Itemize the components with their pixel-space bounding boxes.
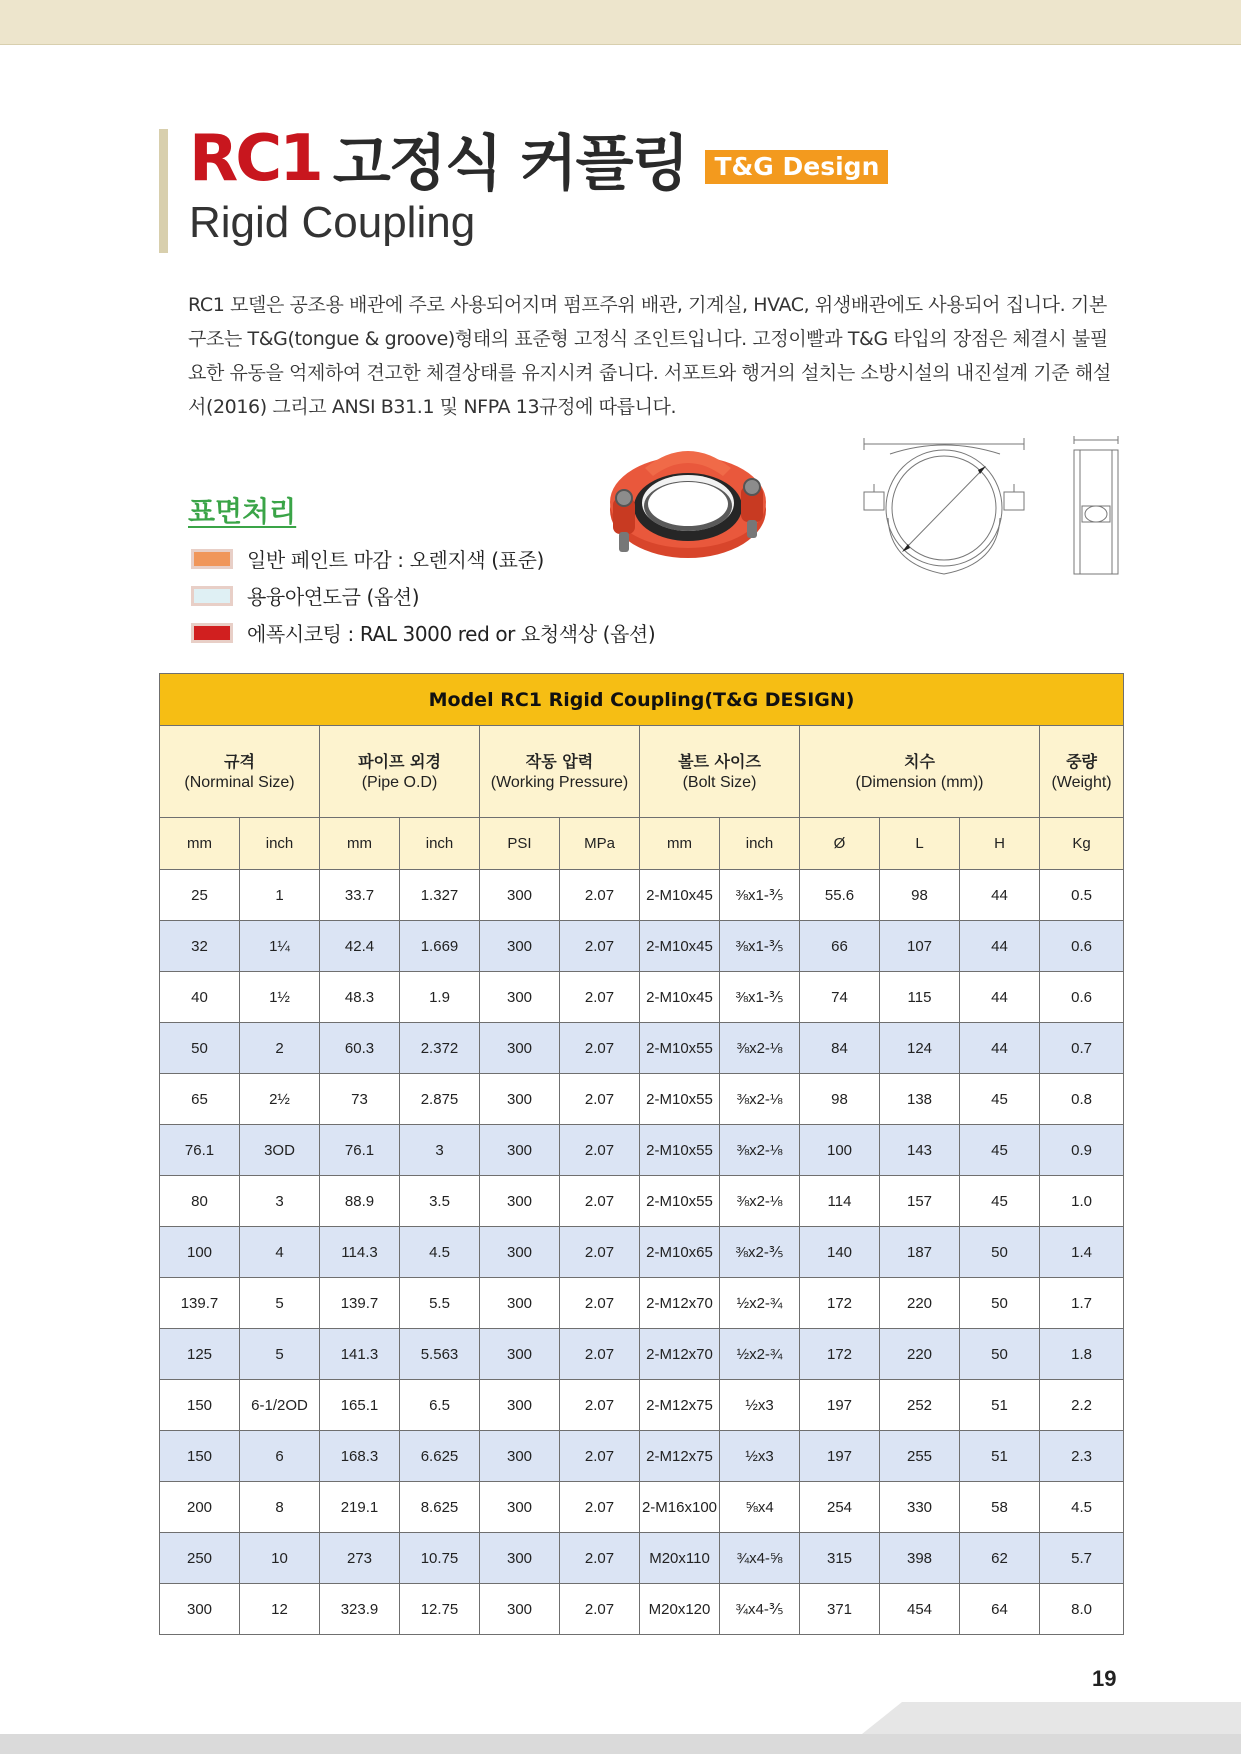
page-subtitle: Rigid Coupling bbox=[189, 198, 476, 247]
table-cell: 300 bbox=[480, 1533, 560, 1584]
table-cell: 2-M12x70 bbox=[640, 1329, 720, 1380]
table-cell: 139.7 bbox=[160, 1278, 240, 1329]
table-cell: 6 bbox=[240, 1431, 320, 1482]
table-cell: 6.5 bbox=[400, 1380, 480, 1431]
table-cell: 51 bbox=[960, 1380, 1040, 1431]
finish-item-galvanized bbox=[191, 577, 655, 614]
title-korean: 고정식 커플링 bbox=[332, 129, 688, 199]
table-cell: 150 bbox=[160, 1380, 240, 1431]
table-cell: 114.3 bbox=[320, 1227, 400, 1278]
table-cell: 454 bbox=[880, 1584, 960, 1635]
table-cell: M20x110 bbox=[640, 1533, 720, 1584]
table-cell: 252 bbox=[880, 1380, 960, 1431]
table-cell: 2.07 bbox=[560, 1584, 640, 1635]
table-cell: ⅜x1-⅗ bbox=[720, 972, 800, 1023]
table-cell: 300 bbox=[480, 1584, 560, 1635]
column-group-dimension bbox=[800, 726, 1040, 818]
table-cell: 255 bbox=[880, 1431, 960, 1482]
table-cell: 8 bbox=[240, 1482, 320, 1533]
group-label-ko: 작동 압력 bbox=[525, 751, 594, 771]
unit-header-row bbox=[160, 818, 1124, 870]
unit-header-cell: L bbox=[880, 818, 960, 870]
table-cell: 32 bbox=[160, 921, 240, 972]
column-group-working-pressure bbox=[480, 726, 640, 818]
table-cell: 0.6 bbox=[1040, 921, 1124, 972]
table-cell: 219.1 bbox=[320, 1482, 400, 1533]
unit-header-cell: inch bbox=[720, 818, 800, 870]
column-group-weight bbox=[1040, 726, 1124, 818]
unit-header-cell: MPa bbox=[560, 818, 640, 870]
orange-swatch-icon bbox=[191, 549, 233, 569]
finish-label: 에폭시코팅 : RAL 3000 red or 요청색상 (옵션) bbox=[247, 622, 656, 646]
group-label-ko: 치수 bbox=[904, 751, 935, 771]
table-cell: 0.5 bbox=[1040, 870, 1124, 921]
table-cell: 1.9 bbox=[400, 972, 480, 1023]
table-cell: 2-M10x45 bbox=[640, 870, 720, 921]
table-cell: 8.0 bbox=[1040, 1584, 1124, 1635]
table-cell: 2.3 bbox=[1040, 1431, 1124, 1482]
unit-header-cell: Ø bbox=[800, 818, 880, 870]
table-cell: 125 bbox=[160, 1329, 240, 1380]
table-cell: 220 bbox=[880, 1278, 960, 1329]
table-cell: 2.07 bbox=[560, 1125, 640, 1176]
table-cell: 50 bbox=[960, 1329, 1040, 1380]
table-cell: 168.3 bbox=[320, 1431, 400, 1482]
table-row bbox=[160, 1176, 1124, 1227]
table-cell: 0.7 bbox=[1040, 1023, 1124, 1074]
table-cell: 300 bbox=[480, 1125, 560, 1176]
table-cell: 42.4 bbox=[320, 921, 400, 972]
unit-header-cell: mm bbox=[160, 818, 240, 870]
unit-header-cell: mm bbox=[320, 818, 400, 870]
table-cell: 2.2 bbox=[1040, 1380, 1124, 1431]
table-cell: 100 bbox=[800, 1125, 880, 1176]
table-cell: 172 bbox=[800, 1329, 880, 1380]
table-cell: 2.07 bbox=[560, 1074, 640, 1125]
table-cell: 2.07 bbox=[560, 1227, 640, 1278]
group-label-ko: 중량 bbox=[1066, 751, 1097, 771]
table-cell: 2.372 bbox=[400, 1023, 480, 1074]
table-cell: 2.07 bbox=[560, 870, 640, 921]
table-cell: 45 bbox=[960, 1074, 1040, 1125]
table-cell: 140 bbox=[800, 1227, 880, 1278]
table-cell: 45 bbox=[960, 1176, 1040, 1227]
table-cell: 300 bbox=[480, 870, 560, 921]
table-cell: 76.1 bbox=[320, 1125, 400, 1176]
finish-label: 일반 페인트 마감 : 오렌지색 (표준) bbox=[247, 548, 544, 572]
table-cell: 107 bbox=[880, 921, 960, 972]
table-row bbox=[160, 1533, 1124, 1584]
table-cell: 5 bbox=[240, 1329, 320, 1380]
table-cell: 45 bbox=[960, 1125, 1040, 1176]
group-label-en: (Bolt Size) bbox=[682, 773, 757, 791]
table-cell: 315 bbox=[800, 1533, 880, 1584]
table-cell: M20x120 bbox=[640, 1584, 720, 1635]
table-cell: ¾x4-⅗ bbox=[720, 1584, 800, 1635]
table-row bbox=[160, 1125, 1124, 1176]
coupling-photo-icon bbox=[605, 440, 775, 565]
table-cell: 1.4 bbox=[1040, 1227, 1124, 1278]
table-cell: ⅜x1-⅗ bbox=[720, 870, 800, 921]
table-cell: 44 bbox=[960, 972, 1040, 1023]
table-cell: 2.07 bbox=[560, 1329, 640, 1380]
table-cell: 2-M12x70 bbox=[640, 1278, 720, 1329]
page-number: 19 bbox=[1092, 1666, 1117, 1691]
unit-header-cell: inch bbox=[240, 818, 320, 870]
group-label-en: (Dimension (mm)) bbox=[855, 773, 984, 791]
table-cell: 200 bbox=[160, 1482, 240, 1533]
table-cell: ⅜x2-⅛ bbox=[720, 1125, 800, 1176]
table-row bbox=[160, 1482, 1124, 1533]
group-label-en: (Norminal Size) bbox=[184, 773, 295, 791]
table-row bbox=[160, 1584, 1124, 1635]
table-cell: 5.7 bbox=[1040, 1533, 1124, 1584]
table-cell: 44 bbox=[960, 921, 1040, 972]
table-cell: 1.327 bbox=[400, 870, 480, 921]
table-cell: ½x3 bbox=[720, 1380, 800, 1431]
table-cell: ½x3 bbox=[720, 1431, 800, 1482]
column-group-nominal-size bbox=[160, 726, 320, 818]
group-label-en: (Pipe O.D) bbox=[361, 773, 438, 791]
table-cell: ⅜x1-⅗ bbox=[720, 921, 800, 972]
table-cell: 66 bbox=[800, 921, 880, 972]
table-cell: 1.0 bbox=[1040, 1176, 1124, 1227]
table-cell: 300 bbox=[480, 1380, 560, 1431]
table-cell: 300 bbox=[480, 1176, 560, 1227]
table-cell: 10.75 bbox=[400, 1533, 480, 1584]
table-cell: 197 bbox=[800, 1431, 880, 1482]
table-cell: 2-M10x55 bbox=[640, 1074, 720, 1125]
table-cell: 0.9 bbox=[1040, 1125, 1124, 1176]
table-cell: 2.07 bbox=[560, 1380, 640, 1431]
table-row bbox=[160, 1227, 1124, 1278]
table-cell: 76.1 bbox=[160, 1125, 240, 1176]
table-row bbox=[160, 1380, 1124, 1431]
table-cell: 2-M16x100 bbox=[640, 1482, 720, 1533]
unit-header-cell: mm bbox=[640, 818, 720, 870]
table-cell: 50 bbox=[160, 1023, 240, 1074]
title-accent-bar bbox=[159, 129, 168, 253]
finish-label: 용융아연도금 (옵션) bbox=[247, 585, 420, 609]
unit-header-cell: PSI bbox=[480, 818, 560, 870]
table-cell: 25 bbox=[160, 870, 240, 921]
table-row bbox=[160, 870, 1124, 921]
table-cell: 100 bbox=[160, 1227, 240, 1278]
table-cell: 138 bbox=[880, 1074, 960, 1125]
table-cell: 0.6 bbox=[1040, 972, 1124, 1023]
galvanized-swatch-icon bbox=[191, 586, 233, 606]
table-cell: 5 bbox=[240, 1278, 320, 1329]
table-cell: 2.07 bbox=[560, 1176, 640, 1227]
table-cell: 12 bbox=[240, 1584, 320, 1635]
table-cell: 48.3 bbox=[320, 972, 400, 1023]
table-cell: 300 bbox=[480, 1074, 560, 1125]
table-cell: 165.1 bbox=[320, 1380, 400, 1431]
table-body bbox=[160, 870, 1124, 1635]
table-row bbox=[160, 921, 1124, 972]
column-group-bolt-size bbox=[640, 726, 800, 818]
table-cell: 2.07 bbox=[560, 1023, 640, 1074]
table-cell: 300 bbox=[480, 1482, 560, 1533]
table-cell: 300 bbox=[480, 921, 560, 972]
table-cell: 4.5 bbox=[1040, 1482, 1124, 1533]
table-cell: 6.625 bbox=[400, 1431, 480, 1482]
table-cell: 1¼ bbox=[240, 921, 320, 972]
table-cell: 143 bbox=[880, 1125, 960, 1176]
table-cell: 3 bbox=[400, 1125, 480, 1176]
table-cell: 115 bbox=[880, 972, 960, 1023]
table-cell: 65 bbox=[160, 1074, 240, 1125]
group-label-en: (Working Pressure) bbox=[490, 773, 629, 791]
table-row bbox=[160, 1329, 1124, 1380]
table-cell: 33.7 bbox=[320, 870, 400, 921]
table-cell: 88.9 bbox=[320, 1176, 400, 1227]
table-cell: 74 bbox=[800, 972, 880, 1023]
group-label-ko: 규격 bbox=[224, 751, 255, 771]
table-cell: 60.3 bbox=[320, 1023, 400, 1074]
table-cell: 2.07 bbox=[560, 972, 640, 1023]
table-cell: ⅜x2-⅛ bbox=[720, 1176, 800, 1227]
table-cell: 44 bbox=[960, 1023, 1040, 1074]
table-cell: 1.669 bbox=[400, 921, 480, 972]
table-cell: 141.3 bbox=[320, 1329, 400, 1380]
table-cell: 98 bbox=[880, 870, 960, 921]
table-cell: 80 bbox=[160, 1176, 240, 1227]
table-cell: 2-M10x45 bbox=[640, 972, 720, 1023]
table-cell: 2.07 bbox=[560, 1278, 640, 1329]
table-cell: 2-M10x45 bbox=[640, 921, 720, 972]
table-cell: 2-M12x75 bbox=[640, 1431, 720, 1482]
table-row bbox=[160, 1074, 1124, 1125]
table-row bbox=[160, 1431, 1124, 1482]
specification-table bbox=[159, 673, 1124, 1635]
table-cell: 254 bbox=[800, 1482, 880, 1533]
table-cell: 187 bbox=[880, 1227, 960, 1278]
table-cell: 172 bbox=[800, 1278, 880, 1329]
table-cell: ⅜x2-⅛ bbox=[720, 1023, 800, 1074]
top-band bbox=[0, 0, 1241, 45]
table-cell: 220 bbox=[880, 1329, 960, 1380]
table-cell: ¾x4-⅝ bbox=[720, 1533, 800, 1584]
table-cell: 2.07 bbox=[560, 921, 640, 972]
title-model: RC1 bbox=[189, 122, 321, 196]
product-description: RC1 모델은 공조용 배관에 주로 사용되어지며 펌프주위 배관, 기계실, HVAC, 위생배관에도 사용되어 집니다. 기본 구조는 T&G(tongue & groove)형태의 표준형 고정식 조인트입니다. 고정이빨과 T&G 타입의 장점은 체결시 불필요한 유동을 억제하여 견고한 체결상태를 유지시켜 줍니다. 서포트와 행거의 설치는 소방시설의 내진설계 기준 해설서(2016) 그리고 ANSI B31.1 및 NFPA 13규정에 따릅니다. bbox=[188, 294, 1111, 418]
table-cell: 51 bbox=[960, 1431, 1040, 1482]
design-tag-badge: T&G Design bbox=[705, 150, 888, 184]
table-cell: 3OD bbox=[240, 1125, 320, 1176]
page-title bbox=[189, 122, 888, 199]
table-cell: ½x2-¾ bbox=[720, 1329, 800, 1380]
table-cell: 114 bbox=[800, 1176, 880, 1227]
table-cell: 2.07 bbox=[560, 1431, 640, 1482]
table-cell: 62 bbox=[960, 1533, 1040, 1584]
table-cell: 1.8 bbox=[1040, 1329, 1124, 1380]
table-cell: 124 bbox=[880, 1023, 960, 1074]
table-cell: 58 bbox=[960, 1482, 1040, 1533]
table-cell: 6-1/2OD bbox=[240, 1380, 320, 1431]
unit-header-cell: Kg bbox=[1040, 818, 1124, 870]
table-cell: 323.9 bbox=[320, 1584, 400, 1635]
table-cell: 2-M12x75 bbox=[640, 1380, 720, 1431]
table-cell: ½x2-¾ bbox=[720, 1278, 800, 1329]
red-swatch-icon bbox=[191, 623, 233, 643]
surface-finish-title: 표면처리 bbox=[188, 495, 297, 528]
table-cell: 157 bbox=[880, 1176, 960, 1227]
table-cell: 330 bbox=[880, 1482, 960, 1533]
unit-header-cell: H bbox=[960, 818, 1040, 870]
table-cell: 3 bbox=[240, 1176, 320, 1227]
table-cell: 398 bbox=[880, 1533, 960, 1584]
table-cell: 50 bbox=[960, 1278, 1040, 1329]
table-cell: 2-M10x55 bbox=[640, 1023, 720, 1074]
table-row bbox=[160, 1278, 1124, 1329]
table-row bbox=[160, 1023, 1124, 1074]
table-cell: 250 bbox=[160, 1533, 240, 1584]
table-cell: 139.7 bbox=[320, 1278, 400, 1329]
finish-item-orange bbox=[191, 540, 655, 577]
table-cell: ⅜x2-⅛ bbox=[720, 1074, 800, 1125]
group-label-ko: 볼트 사이즈 bbox=[678, 751, 761, 771]
table-cell: 273 bbox=[320, 1533, 400, 1584]
table-row bbox=[160, 972, 1124, 1023]
table-cell: 300 bbox=[480, 1431, 560, 1482]
table-cell: 2.875 bbox=[400, 1074, 480, 1125]
table-cell: 3.5 bbox=[400, 1176, 480, 1227]
table-cell: 5.5 bbox=[400, 1278, 480, 1329]
table-caption: Model RC1 Rigid Coupling(T&G DESIGN) bbox=[160, 674, 1124, 726]
table-cell: 8.625 bbox=[400, 1482, 480, 1533]
dimension-drawing-icon bbox=[860, 434, 1122, 584]
table-cell: ⅝x4 bbox=[720, 1482, 800, 1533]
unit-header-cell: inch bbox=[400, 818, 480, 870]
table-cell: 55.6 bbox=[800, 870, 880, 921]
table-cell: 64 bbox=[960, 1584, 1040, 1635]
table-cell: 2.07 bbox=[560, 1482, 640, 1533]
table-cell: 371 bbox=[800, 1584, 880, 1635]
table-cell: 5.563 bbox=[400, 1329, 480, 1380]
table-cell: 10 bbox=[240, 1533, 320, 1584]
table-cell: 84 bbox=[800, 1023, 880, 1074]
table-cell: 98 bbox=[800, 1074, 880, 1125]
group-label-en: (Weight) bbox=[1051, 773, 1112, 791]
table-cell: 150 bbox=[160, 1431, 240, 1482]
table-cell: 300 bbox=[480, 1227, 560, 1278]
table-cell: 1.7 bbox=[1040, 1278, 1124, 1329]
table-cell: 2 bbox=[240, 1023, 320, 1074]
surface-finish-list bbox=[191, 540, 655, 651]
table-cell: 4.5 bbox=[400, 1227, 480, 1278]
finish-item-epoxy bbox=[191, 614, 655, 651]
table-cell: 44 bbox=[960, 870, 1040, 921]
table-cell: 50 bbox=[960, 1227, 1040, 1278]
table-cell: 1½ bbox=[240, 972, 320, 1023]
table-cell: 197 bbox=[800, 1380, 880, 1431]
table-cell: ⅜x2-⅗ bbox=[720, 1227, 800, 1278]
table-cell: 2-M10x55 bbox=[640, 1125, 720, 1176]
table-cell: 40 bbox=[160, 972, 240, 1023]
table-cell: 300 bbox=[480, 972, 560, 1023]
table-cell: 300 bbox=[480, 1329, 560, 1380]
group-label-ko: 파이프 외경 bbox=[358, 751, 441, 771]
table-cell: 73 bbox=[320, 1074, 400, 1125]
table-cell: 4 bbox=[240, 1227, 320, 1278]
table-cell: 300 bbox=[480, 1278, 560, 1329]
table-cell: 2.07 bbox=[560, 1533, 640, 1584]
table-cell: 300 bbox=[480, 1023, 560, 1074]
column-group-pipe-od bbox=[320, 726, 480, 818]
footer-band bbox=[0, 1702, 1241, 1754]
table-cell: 2-M10x65 bbox=[640, 1227, 720, 1278]
table-cell: 300 bbox=[160, 1584, 240, 1635]
table-cell: 2-M10x55 bbox=[640, 1176, 720, 1227]
table-cell: 0.8 bbox=[1040, 1074, 1124, 1125]
table-cell: 12.75 bbox=[400, 1584, 480, 1635]
table-cell: 1 bbox=[240, 870, 320, 921]
table-cell: 2½ bbox=[240, 1074, 320, 1125]
